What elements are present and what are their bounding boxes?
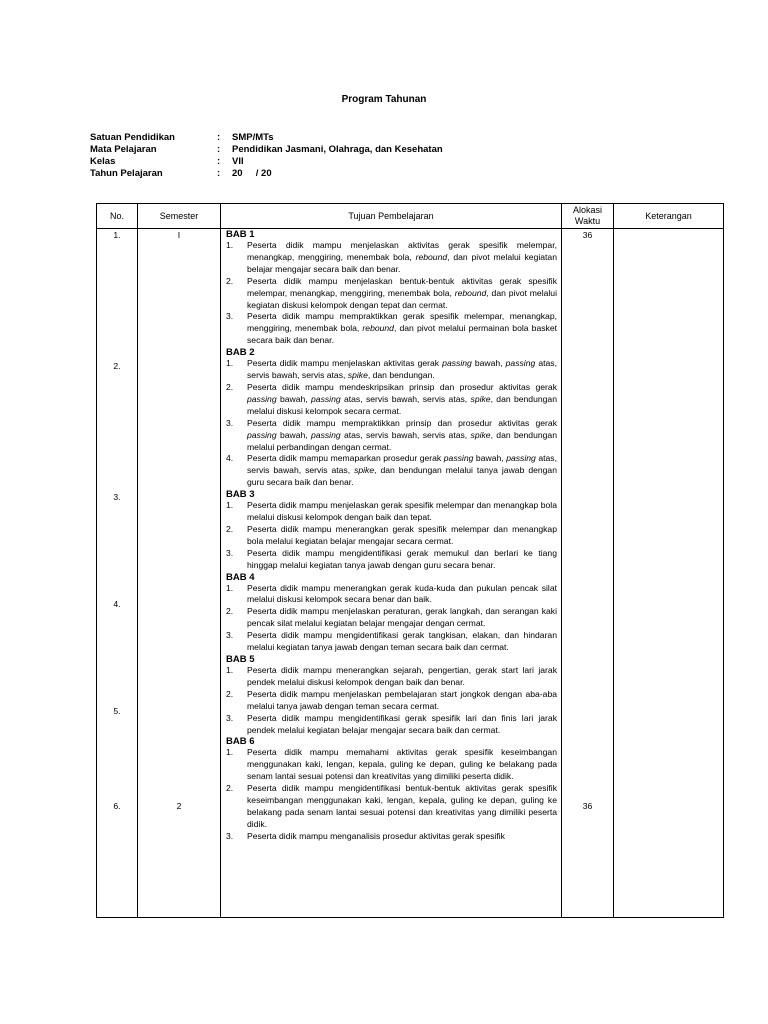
meta-row-kelas — [90, 156, 443, 168]
objective-item — [226, 665, 557, 689]
objective-item — [226, 524, 557, 548]
row-number: 5. — [113, 706, 121, 716]
objective-text: Peserta didik mampu menerangkan sejarah, pengertian, gerak start lari jarak pendek melalui diskusi kelompok dengan baik dan benar. — [247, 665, 557, 687]
objective-number: 4. — [226, 453, 234, 464]
meta-label: Mata Pelajaran — [90, 144, 157, 155]
header-alokasi-waktu: Alokasi Waktu — [562, 204, 614, 229]
objective-text: Peserta didik mampu menjelaskan peraturan, gerak langkah, dan serangan kaki pencak silat melalui kegiatan belajar mengajar dengan cermat. — [247, 606, 557, 629]
page-title: Program Tahunan — [341, 94, 427, 105]
row-number: 6. — [113, 801, 121, 811]
alokasi-column — [562, 229, 614, 918]
objective-text: Peserta didik mampu memaparkan prosedur gerak passing bawah, passing atas, servis bawah, servis atas, spike, dan bendungan melalui tanya jawab dengan guru secara baik dan benar. — [247, 453, 557, 488]
meta-colon: : — [217, 156, 221, 167]
objective-item — [226, 689, 557, 713]
table-header-row — [97, 204, 724, 229]
objective-number: 3. — [226, 311, 234, 322]
bab-title: BAB 3 — [226, 489, 255, 501]
objective-text: Peserta didik mampu mengidentifikasi gerak memukul dan berlari ke tiang hinggap melalui kegiatan tanya jawab dengan guru secara benar. — [247, 547, 557, 570]
objective-item — [226, 713, 557, 737]
objective-text: Peserta didik mampu menerangkan gerak spesifik melempar dan menangkap bola melalui kegiatan belajar mengajar secara cermat. — [247, 523, 557, 546]
meta-label: Tahun Pelajaran — [90, 168, 163, 179]
document-meta — [90, 132, 443, 180]
objective-text: Peserta didik mampu mengidentifikasi gerak spesifik lari dan finis lari jarak pendek melalui kegiatan belajar mengajar secara baik dan cermat. — [247, 712, 557, 735]
objective-item — [226, 358, 557, 382]
meta-row-satuan-pendidikan — [90, 132, 443, 144]
alokasi-value: 36 — [582, 230, 593, 240]
objective-text: Peserta didik mampu mempraktikkan prinsip dan prosedur aktivitas gerak passing bawah, passing atas, servis bawah, servis atas, spike, dan bendungan melalui perbandingan dengan cermat. — [247, 417, 557, 452]
meta-row-mata-pelajaran — [90, 144, 443, 156]
meta-colon: : — [217, 132, 221, 143]
objective-number: 1. — [226, 665, 234, 675]
semester-column — [138, 229, 221, 918]
objective-text: Peserta didik mampu menjelaskan pembelajaran start jongkok dengan aba-aba melalui tanya jawab dengan teman secara cermat. — [247, 688, 557, 711]
bab-title: BAB 2 — [226, 347, 255, 359]
objective-item — [226, 418, 557, 454]
objective-number: 2. — [226, 688, 234, 699]
objective-item — [226, 276, 557, 312]
objective-text: Peserta didik mampu menjelaskan bentuk-bentuk aktivitas gerak spesifik melempar, menangkap, menggiring, menembak bola, rebound, dan pivot melalui kegiatan diskusi kelompok dengan tepat dan cermat. — [247, 275, 557, 310]
bab-block — [221, 347, 561, 489]
bab-title: BAB 6 — [226, 736, 255, 748]
row-number: 3. — [113, 492, 121, 502]
objective-text: Peserta didik mampu menjelaskan aktivitas gerak spesifik melempar, menangkap, menggiring, menembak bola, rebound, dan pivot melalui kegiatan belajar mengajar secara baik dan benar. — [247, 240, 557, 274]
meta-value: 20 / 20 — [232, 168, 272, 179]
objective-number: 3. — [226, 830, 234, 841]
objective-item — [226, 831, 557, 843]
tujuan-column — [221, 229, 562, 918]
objective-number: 1. — [226, 747, 234, 758]
bab-list — [221, 229, 561, 843]
meta-value: SMP/MTs — [232, 132, 274, 143]
row-number: 1. — [113, 230, 121, 240]
objective-number: 2. — [226, 523, 234, 534]
bab-title: BAB 4 — [226, 571, 255, 583]
objective-item — [226, 747, 557, 783]
objective-number: 1. — [226, 582, 234, 593]
meta-value: Pendidikan Jasmani, Olahraga, dan Kesehatan — [232, 144, 443, 155]
alokasi-value: 36 — [582, 801, 593, 811]
meta-label: Kelas — [90, 156, 116, 167]
objective-number: 2. — [226, 381, 234, 392]
row-number: 4. — [113, 599, 121, 609]
objective-item — [226, 548, 557, 572]
objective-item — [226, 311, 557, 347]
bab-title: BAB 5 — [226, 654, 255, 665]
objective-number: 3. — [226, 417, 234, 428]
objective-text: Peserta didik mampu mengidentifikasi gerak tangkisan, elakan, dan hindaran melalui kegiatan tanya jawab dengan teman secara baik dan cermat. — [247, 630, 557, 653]
meta-row-tahun-pelajaran — [90, 168, 443, 180]
bab-block — [221, 489, 561, 571]
keterangan-column — [614, 229, 724, 918]
objective-text: Peserta didik mampu mendeskripsikan prinsip dan prosedur aktivitas gerak passing bawah, passing atas, servis bawah, servis atas, spike, dan bendungan melalui diskusi kelompok secara cermat. — [247, 381, 557, 416]
objective-number: 3. — [226, 712, 234, 723]
objective-item — [226, 630, 557, 654]
objective-item — [226, 783, 557, 831]
objective-item — [226, 240, 557, 276]
objective-text: Peserta didik mampu menjelaskan gerak spesifik melempar dan menangkap bola melalui diskusi kelompok dengan baik dan tepat. — [247, 500, 557, 523]
objective-text: Peserta didik mampu mengidentifikasi bentuk-bentuk aktivitas gerak spesifik keseimbangan menggunakan kaki, lengan, kepala, guling ke depan, guling ke belakang pada senam lantai sesuai potensi dan kreativitas yang dimiliki peserta didik. — [247, 783, 557, 829]
objective-text: Peserta didik mampu memahami aktivitas gerak spesifik keseimbangan menggunakan kaki, lengan, kepala, guling ke depan, guling ke belakang pada senam lantai sesuai potensi dan kreativitas yang dimiliki peserta didik. — [247, 747, 557, 782]
bab-block — [221, 736, 561, 842]
objective-number: 3. — [226, 547, 234, 558]
program-table — [96, 203, 724, 918]
objective-item — [226, 382, 557, 418]
objective-number: 2. — [226, 275, 234, 286]
objective-number: 3. — [226, 630, 234, 641]
objective-number: 1. — [226, 500, 234, 511]
header-tujuan-pembelajaran: Tujuan Pembelajaran — [221, 204, 562, 229]
bab-block — [221, 654, 561, 736]
row-number: 2. — [113, 361, 121, 371]
objective-text: Peserta didik mampu menganalisis prosedur aktivitas gerak spesifik — [247, 830, 505, 841]
objective-text: Peserta didik mampu menerangkan gerak kuda-kuda dan pukulan pencak silat melalui diskusi kelompok secara benar dan baik. — [247, 582, 557, 605]
semester-value: 2 — [176, 801, 182, 811]
header-no: No. — [97, 204, 138, 229]
objective-item — [226, 606, 557, 630]
objective-number: 1. — [226, 358, 234, 369]
meta-colon: : — [217, 144, 221, 155]
meta-colon: : — [217, 168, 221, 179]
objective-number: 2. — [226, 606, 234, 617]
meta-value: VII — [232, 156, 244, 167]
header-semester: Semester — [138, 204, 221, 229]
table-row — [97, 229, 724, 918]
objective-item — [226, 500, 557, 524]
objective-text: Peserta didik mampu mempraktikkan gerak spesifik melempar, menangkap, menggiring, menembak bola, rebound, dan pivot melalui permainan bola basket secara baik dan benar. — [247, 311, 557, 346]
objective-item — [226, 453, 557, 489]
semester-value: I — [177, 230, 181, 240]
objective-number: 1. — [226, 240, 234, 250]
bab-block — [221, 229, 561, 347]
header-keterangan: Keterangan — [614, 204, 724, 229]
bab-title: BAB 1 — [226, 229, 255, 240]
objective-text: Peserta didik mampu menjelaskan aktivitas gerak passing bawah, passing atas, servis bawah, servis atas, spike, dan bendungan. — [247, 358, 557, 381]
bab-block — [221, 572, 561, 654]
no-column — [97, 229, 138, 918]
objective-item — [226, 583, 557, 607]
meta-label: Satuan Pendidikan — [90, 132, 175, 143]
objective-number: 2. — [226, 783, 234, 794]
